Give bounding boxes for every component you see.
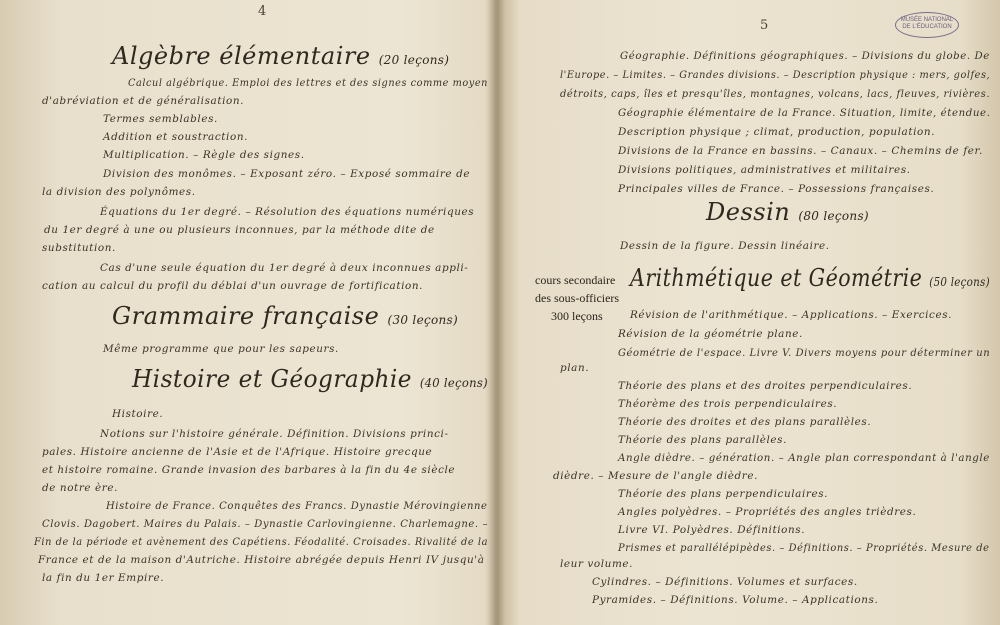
text-line: Pyramides. – Définitions. Volume. – Applications.	[592, 594, 879, 606]
lesson-count: (30 leçons)	[387, 313, 458, 327]
text-line: Fin de la période et avènement des Capétiens. Féodalité. Croisades. Rivalité de la	[34, 536, 489, 548]
text-line: Description physique ; climat, production, population.	[618, 126, 936, 138]
text-line: Prismes et parallélépipèdes. – Définitions. – Propriétés. Mesure de	[618, 542, 990, 554]
stamp-line: MUSÉE NATIONAL	[900, 17, 954, 23]
text-line: d'abréviation et de généralisation.	[42, 95, 245, 107]
text-line: du 1er degré à une ou plusieurs inconnues, par la méthode dite de	[44, 224, 435, 236]
section-title-arithmetique	[630, 264, 990, 292]
text-line: Dessin de la figure. Dessin linéaire.	[620, 240, 830, 252]
text-line: Révision de l'arithmétique. – Applications. – Exercices.	[630, 309, 953, 321]
text-line: la division des polynômes.	[42, 186, 196, 198]
text-line: détroits, caps, îles et presqu'îles, montagnes, volcans, lacs, fleuves, rivières.	[560, 88, 991, 100]
text-line: Angle dièdre. – génération. – Angle plan correspondant à l'angle	[618, 452, 990, 464]
text-line: substitution.	[42, 242, 116, 254]
text-line: Cylindres. – Définitions. Volumes et surfaces.	[592, 576, 858, 588]
text-line: de notre ère.	[42, 482, 119, 494]
text-line: cation au calcul du profil du déblai d'un ouvrage de fortification.	[42, 280, 424, 292]
museum-stamp	[895, 12, 959, 38]
text-line: Multiplication. – Règle des signes.	[103, 149, 305, 161]
text-line: Géographie élémentaire de la France. Situation, limite, étendue.	[618, 107, 991, 119]
text-line: la fin du 1er Empire.	[42, 572, 165, 584]
text-line: Théorie des plans perpendiculaires.	[618, 488, 829, 500]
text-line: Cas d'une seule équation du 1er degré à deux inconnues appli-	[100, 262, 469, 274]
left-page	[0, 0, 495, 625]
lesson-count: (50 leçons)	[929, 275, 990, 289]
page-number: 5	[760, 18, 769, 33]
text-line: Théorie des droites et des plans parallèles.	[618, 416, 872, 428]
printed-annotation-line: 300 leçons	[551, 309, 603, 323]
lesson-count: (20 leçons)	[378, 53, 450, 67]
title-text: Dessin	[706, 198, 791, 226]
text-line: Divisions de la France en bassins. – Canaux. – Chemins de fer.	[618, 145, 983, 157]
printed-annotation-line: des sous-officiers	[535, 291, 620, 305]
text-line: Addition et soustraction.	[103, 131, 249, 143]
text-line: Termes semblables.	[103, 113, 218, 125]
text-line: Équations du 1er degré. – Résolution des équations numériques	[100, 206, 475, 218]
text-line: leur volume.	[560, 558, 634, 570]
title-text: Grammaire française	[112, 302, 380, 330]
lesson-count: (40 leçons)	[419, 376, 488, 390]
section-title-algebre	[112, 42, 449, 70]
text-line: Angles polyèdres. – Propriétés des angles trièdres.	[618, 506, 917, 518]
text-line: Théorème des trois perpendiculaires.	[618, 398, 838, 410]
section-title-histoire	[132, 365, 488, 393]
printed-annotation-line: cours secondaire	[535, 273, 616, 287]
text-line: l'Europe. – Limites. – Grandes divisions. – Description physique : mers, golfes,	[560, 69, 991, 81]
text-line: Notions sur l'histoire générale. Définition. Divisions princi-	[100, 428, 449, 440]
page-number: 4	[258, 4, 267, 19]
text-line: dièdre. – Mesure de l'angle dièdre.	[553, 470, 759, 482]
text-line: Histoire de France. Conquêtes des Francs. Dynastie Mérovingienne	[106, 500, 488, 512]
text-line: Théorie des plans et des droites perpendiculaires.	[618, 380, 913, 392]
text-line: plan.	[560, 362, 590, 374]
section-title-dessin	[706, 198, 869, 226]
text-line: Histoire.	[112, 408, 164, 420]
title-text: Histoire et Géographie	[132, 365, 412, 393]
title-text: Arithmétique et Géométrie	[630, 264, 923, 292]
text-line: Principales villes de France. – Possessions françaises.	[618, 183, 935, 195]
text-line: et histoire romaine. Grande invasion des barbares à la fin du 4e siècle	[42, 464, 456, 476]
text-line: Géométrie de l'espace. Livre V. Divers moyens pour déterminer un	[618, 347, 991, 359]
text-line: Calcul algébrique. Emploi des lettres et des signes comme moyen	[128, 77, 488, 89]
stamp-line: DE L'ÉDUCATION	[902, 24, 952, 30]
text-line: Livre VI. Polyèdres. Définitions.	[618, 524, 806, 536]
title-text: Algèbre élémentaire	[112, 42, 371, 70]
text-line: Révision de la géométrie plane.	[618, 328, 803, 340]
text-line: France et de la maison d'Autriche. Histoire abrégée depuis Henri IV jusqu'à	[38, 554, 485, 566]
text-line: Théorie des plans parallèles.	[618, 434, 788, 446]
text-line: Divisions politiques, administratives et militaires.	[618, 164, 911, 176]
text-line: Division des monômes. – Exposant zéro. – Exposé sommaire de	[103, 168, 471, 180]
section-title-grammaire	[112, 302, 458, 330]
text-line: Clovis. Dagobert. Maires du Palais. – Dynastie Carlovingienne. Charlemagne. –	[42, 518, 489, 530]
text-line: Géographie. Définitions géographiques. – Divisions du globe. De	[620, 50, 990, 62]
text-line: Même programme que pour les sapeurs.	[103, 343, 339, 355]
lesson-count: (80 leçons)	[798, 209, 869, 223]
text-line: pales. Histoire ancienne de l'Asie et de l'Afrique. Histoire grecque	[42, 446, 433, 458]
